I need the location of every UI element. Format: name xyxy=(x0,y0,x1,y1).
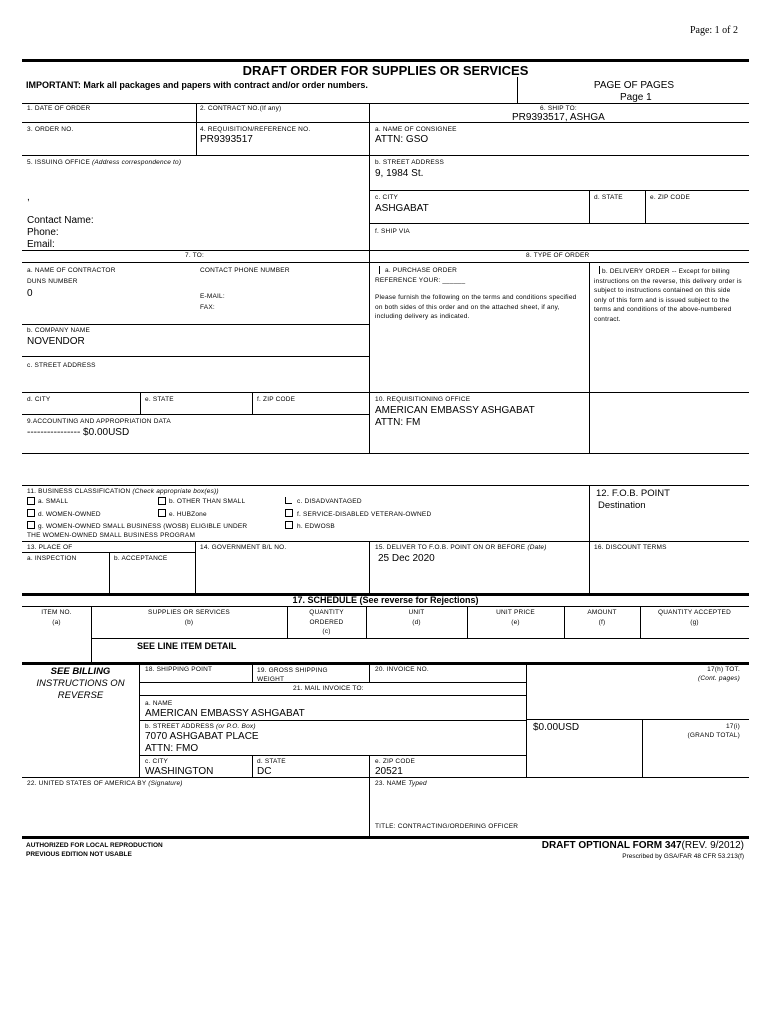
ship-via-label: f. SHIP VIA xyxy=(375,228,410,235)
requisition-label: 4. REQUISITION/REFERENCE NO. xyxy=(200,126,311,133)
issuing-office-label: 5. ISSUING OFFICE (Address correspondence to) xyxy=(27,159,182,166)
name-typed-label: 23. NAME Typed xyxy=(375,780,427,787)
deliver-by-value: 25 Dec 2020 xyxy=(378,553,435,564)
important-note: IMPORTANT: Mark all packages and papers with contract and/or order numbers. xyxy=(26,80,368,90)
duns-label: DUNS NUMBER xyxy=(27,278,78,285)
total-cont-label: 17(h) TOT. xyxy=(707,666,740,673)
officer-title: TITLE: CONTRACTING/ORDERING OFFICER xyxy=(375,823,519,830)
wosb-label: g. WOMEN-OWNED SMALL BUSINESS (WOSB) ELIGIBLE UNDER xyxy=(38,523,248,530)
delivery-order-text: b. DELIVERY ORDER -- Except for billing instructions on the reverse, this delivery order is subject to instructions contained on this side only of this form and is issued subject to the terms and conditions of the above-numbered contract. xyxy=(594,268,742,323)
requisitioning-office-value: AMERICAN EMBASSY ASHGABAT xyxy=(375,405,535,416)
business-classification-label: 11. BUSINESS CLASSIFICATION (Check appropriate box(es)) xyxy=(27,488,219,495)
page-number: Page: 1 of 2 xyxy=(689,25,738,36)
purchase-order-label: a. PURCHASE ORDER xyxy=(385,267,458,274)
consignee-label: a. NAME OF CONSIGNEE xyxy=(375,126,457,133)
sdvo-label: f. SERVICE-DISABLED VETERAN-OWNED xyxy=(297,511,432,518)
duns-value: 0 xyxy=(27,288,33,299)
contact-phone-label: CONTACT PHONE NUMBER xyxy=(200,267,290,274)
company-name-value: NOVENDOR xyxy=(27,336,85,347)
accounting-value: ---------------- $0.00USD xyxy=(27,427,130,438)
mail-street-value: 7070 ASHGABAT PLACE xyxy=(145,731,259,742)
contractor-city-label: d. CITY xyxy=(27,396,51,403)
billing-line-1: SEE BILLING xyxy=(50,666,111,677)
state-label: d. STATE xyxy=(594,194,623,201)
col-amount: AMOUNT xyxy=(587,609,617,616)
col-item-no: ITEM NO. xyxy=(41,609,72,616)
col-quantity: QUANTITY xyxy=(309,609,344,616)
ship-to-label: 6. SHIP TO: xyxy=(540,105,577,112)
col-unit-price: UNIT PRICE xyxy=(496,609,535,616)
city-value: ASHGABAT xyxy=(375,203,429,214)
place-of-label: 13. PLACE OF xyxy=(27,544,73,551)
women-owned-label: d. WOMEN-OWNED xyxy=(38,511,101,518)
schedule-title: 17. SCHEDULE (See reverse for Rejections) xyxy=(292,595,479,605)
street-address-value: 9, 1984 St. xyxy=(375,168,424,179)
grand-total-sub: (GRAND TOTAL) xyxy=(687,732,740,739)
mail-zip-value: 20521 xyxy=(375,766,403,777)
col-amount-sub: (f) xyxy=(598,619,606,626)
contractor-email-label: E-MAIL: xyxy=(200,293,225,300)
billing-line-3: REVERSE xyxy=(57,690,104,701)
consignee-value: ATTN: GSO xyxy=(375,134,429,145)
contact-name: Contact Name: xyxy=(27,215,94,226)
contractor-fax-label: FAX: xyxy=(200,304,215,311)
contact-phone: Phone: xyxy=(27,227,59,238)
grand-total-amount: $0.00USD xyxy=(533,722,580,733)
street-address-label: b. STREET ADDRESS xyxy=(375,159,445,166)
deliver-by-label: 15. DELIVER TO F.O.B. POINT ON OR BEFORE (Date) xyxy=(375,544,547,551)
col-quantity-2: ORDERED xyxy=(309,619,344,626)
fob-point-value: Destination xyxy=(598,500,646,511)
previous-edition: PREVIOUS EDITION NOT USABLE xyxy=(26,851,132,858)
company-name-label: b. COMPANY NAME xyxy=(27,327,91,334)
col-qty-accepted: QUANTITY ACCEPTED xyxy=(658,609,731,616)
total-cont-sub: (Cont. pages) xyxy=(698,675,740,682)
mail-zip-label: e. ZIP CODE xyxy=(375,758,416,765)
col-qty-accepted-sub: (g) xyxy=(690,619,699,626)
accounting-label: 9.ACCOUNTING AND APPROPRIATION DATA xyxy=(27,418,171,425)
signature-label: 22. UNITED STATES OF AMERICA BY (Signature) xyxy=(27,780,183,787)
contract-no-label: 2. CONTRACT NO.(If any) xyxy=(200,105,282,112)
contractor-state-label: e. STATE xyxy=(145,396,174,403)
mail-city-label: c. CITY xyxy=(145,758,169,765)
contractor-street-label: c. STREET ADDRESS xyxy=(27,362,96,369)
col-unit: UNIT xyxy=(408,609,425,616)
edwosb-label: h. EDWOSB xyxy=(297,523,335,530)
disadvantaged-label: c. DISADVANTAGED xyxy=(297,498,362,505)
gross-weight-label: 19. GROSS SHIPPING WEIGHT xyxy=(257,667,328,683)
form-title: DRAFT ORDER FOR SUPPLIES OR SERVICES xyxy=(242,63,529,78)
checkbox-edwosb[interactable] xyxy=(285,521,293,529)
zip-label: e. ZIP CODE xyxy=(650,194,691,201)
checkbox-small[interactable] xyxy=(27,497,35,505)
mail-attn-value: ATTN: FMO xyxy=(145,743,199,754)
wosb-program-label: THE WOMEN-OWNED SMALL BUSINESS PROGRAM xyxy=(27,532,196,539)
checkbox-sdvo[interactable] xyxy=(285,509,293,517)
fob-point-label: 12. F.O.B. POINT xyxy=(596,488,670,499)
type-of-order-label: 8. TYPE OF ORDER xyxy=(526,252,590,259)
col-quantity-sub: (c) xyxy=(322,628,331,635)
mail-name-label: a. NAME xyxy=(145,700,173,707)
mail-state-value: DC xyxy=(257,766,272,777)
contact-email: Email: xyxy=(27,239,55,250)
to-label: 7. TO: xyxy=(185,252,205,259)
acceptance-label: b. ACCEPTANCE xyxy=(114,555,168,562)
col-item-no-sub: (a) xyxy=(52,619,61,626)
mail-city-value: WASHINGTON xyxy=(145,766,214,777)
line-item-detail: SEE LINE ITEM DETAIL xyxy=(137,641,237,651)
col-unit-price-sub: (e) xyxy=(511,619,520,626)
col-supplies: SUPPLIES OR SERVICES xyxy=(148,609,230,616)
invoice-no-label: 20. INVOICE NO. xyxy=(375,666,429,673)
small-label: a. SMALL xyxy=(38,498,69,505)
col-unit-sub: (d) xyxy=(412,619,421,626)
col-supplies-sub: (b) xyxy=(184,619,194,626)
date-of-order-label: 1. DATE OF ORDER xyxy=(27,105,91,112)
city-label: c. CITY xyxy=(375,194,399,201)
requisitioning-office-attn: ATTN: FM xyxy=(375,417,421,428)
top-rule xyxy=(22,59,749,62)
checkbox-wosb[interactable] xyxy=(27,521,35,529)
mail-state-label: d. STATE xyxy=(257,758,286,765)
page-of-pages-label: PAGE OF PAGES xyxy=(593,80,675,91)
purchase-order-text: Please furnish the following on the terms and conditions specified on both sides of this order and on the attached sheet, if any, including delivery as indicated. xyxy=(375,294,577,320)
issuing-office-value: , xyxy=(27,192,30,203)
requisitioning-office-label: 10. REQUISITIONING OFFICE xyxy=(375,396,471,403)
checkbox-hubzone[interactable] xyxy=(158,509,166,517)
discount-terms-label: 16. DISCOUNT TERMS xyxy=(594,544,667,551)
inspection-label: a. INSPECTION xyxy=(27,555,77,562)
ship-to-value: PR9393517, ASHGA xyxy=(512,112,605,123)
page-of-pages-value: Page 1 xyxy=(620,92,652,103)
prescribed-by: Prescribed by GSA/FAR 48 CFR 53.213(f) xyxy=(622,853,744,860)
checkbox-women-owned[interactable] xyxy=(27,509,35,517)
grand-total-label: 17(i) xyxy=(725,723,740,730)
contractor-zip-label: f. ZIP CODE xyxy=(257,396,296,403)
shipping-point-label: 18. SHIPPING POINT xyxy=(145,666,213,673)
mail-street-label: b. STREET ADDRESS (or P.O. Box) xyxy=(145,723,256,730)
order-no-label: 3. ORDER NO. xyxy=(27,126,74,133)
government-bl-label: 14. GOVERNMENT B/L NO. xyxy=(200,544,287,551)
checkbox-disadvantaged[interactable] xyxy=(285,497,292,504)
reference-your: REFERENCE YOUR: ______ xyxy=(375,277,466,284)
authorized-reproduction: AUTHORIZED FOR LOCAL REPRODUCTION xyxy=(26,842,163,849)
mail-invoice-label: 21. MAIL INVOICE TO: xyxy=(293,685,364,692)
billing-line-2: INSTRUCTIONS ON xyxy=(36,678,125,689)
requisition-value: PR9393517 xyxy=(200,134,253,145)
checkbox-other-than-small[interactable] xyxy=(158,497,166,505)
hubzone-label: e. HUBZone xyxy=(169,511,207,518)
form-number: DRAFT OPTIONAL FORM 347(REV. 9/2012) xyxy=(541,840,744,851)
contractor-name-label: a. NAME OF CONTRACTOR xyxy=(27,267,116,274)
other-than-small-label: b. OTHER THAN SMALL xyxy=(169,498,246,505)
mail-name-value: AMERICAN EMBASSY ASHGABAT xyxy=(145,708,305,719)
